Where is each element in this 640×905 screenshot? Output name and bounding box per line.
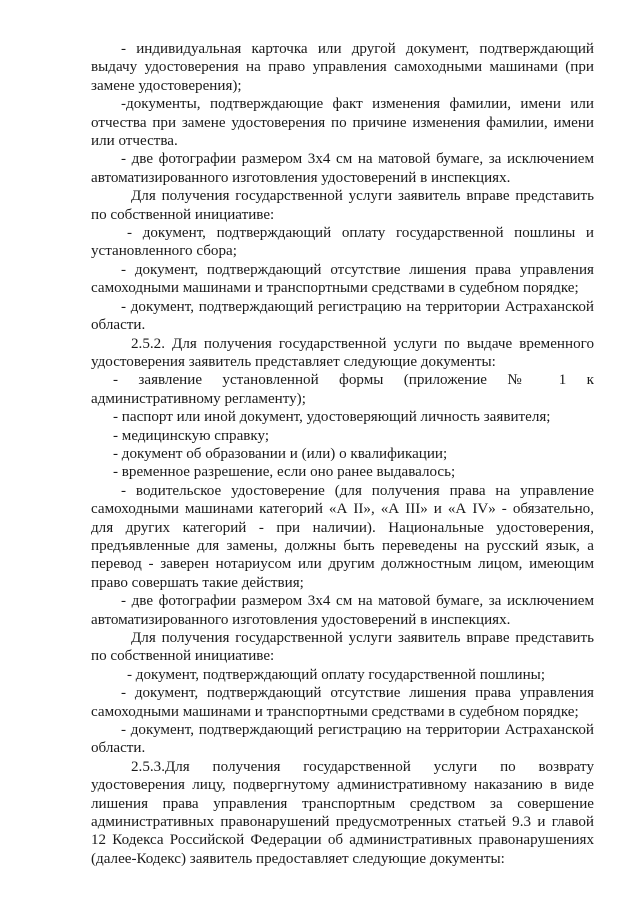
paragraph: - временное разрешение, если оно ранее выдавалось;: [113, 464, 456, 481]
document-page: [91, 40, 594, 868]
paragraph: - заявление установленной формы (приложение № 1 к административному регламенту);: [91, 372, 594, 407]
paragraph: - индивидуальная карточка или другой документ, подтверждающий выдачу удостоверения на право управления самоходными машинами (при замене удостоверения);: [91, 41, 594, 94]
paragraph: - документ, подтверждающий регистрацию на территории Астраханской области.: [91, 298, 594, 334]
paragraph: -документы, подтверждающие факт изменения фамилии, имени или отчества при замене удостоверения по причине изменения фамилии, имени или отчества.: [91, 96, 594, 150]
paragraph: - документ, подтверждающий отсутствие лишения права управления самоходными машинами и транспортными средствами в судебном порядке;: [91, 685, 594, 720]
paragraph: - медицинскую справку;: [113, 427, 270, 444]
section-heading-2-5-2: 2.5.2. Для получения государственной услуги по выдаче временного удостоверения заявитель представляет следующие документы:: [91, 335, 594, 370]
paragraph: - документ, подтверждающий оплату государственной пошлины и установленного сбора;: [91, 225, 594, 260]
paragraph: - документ, подтверждающий оплату государственной пошлины;: [127, 666, 546, 683]
paragraph: - документ, подтверждающий отсутствие лишения права управления самоходными машинами и транспортными средствами в судебном порядке;: [91, 261, 594, 297]
paragraph: - документ об образовании и (или) о квалификации;: [113, 445, 448, 462]
paragraph: - две фотографии размером 3х4 см на матовой бумаге, за исключением автоматизированного изготовления удостоверений в инспекциях.: [91, 151, 594, 186]
paragraph: - водительское удостоверение (для получения права на управление самоходными машинами категорий «А II», «А III» и «А IV» - обязательно, для других категорий - при наличии). Национальные удостоверения, предъявленные для замены, должны быть переведены на русский язык, а перевод - заверен нотариусом или другим должностным лицом, имеющим право совершать такие действия;: [91, 482, 594, 591]
paragraph: Для получения государственной услуги заявитель вправе представить по собственной инициативе:: [91, 188, 594, 223]
section-heading-2-5-3: 2.5.3.Для получения государственной услуги по возврату удостоверения лицу, подвергнутому административному наказанию в виде лишения права управления транспортным средством за совершение административных правонарушений предусмотренных статьей 9.3 и главой 12 Кодекса Российской Федерации об административных правонарушениях (далее-Кодекс) заявитель предоставляет следующие документы:: [91, 758, 594, 867]
paragraph: Для получения государственной услуги заявитель вправе представить по собственной инициативе:: [91, 630, 594, 665]
paragraph: - две фотографии размером 3х4 см на матовой бумаге, за исключением автоматизированного изготовления удостоверений в инспекциях.: [91, 593, 594, 628]
paragraph: - паспорт или иной документ, удостоверяющий личность заявителя;: [113, 409, 551, 426]
paragraph: - документ, подтверждающий регистрацию на территории Астраханской области.: [91, 722, 594, 757]
